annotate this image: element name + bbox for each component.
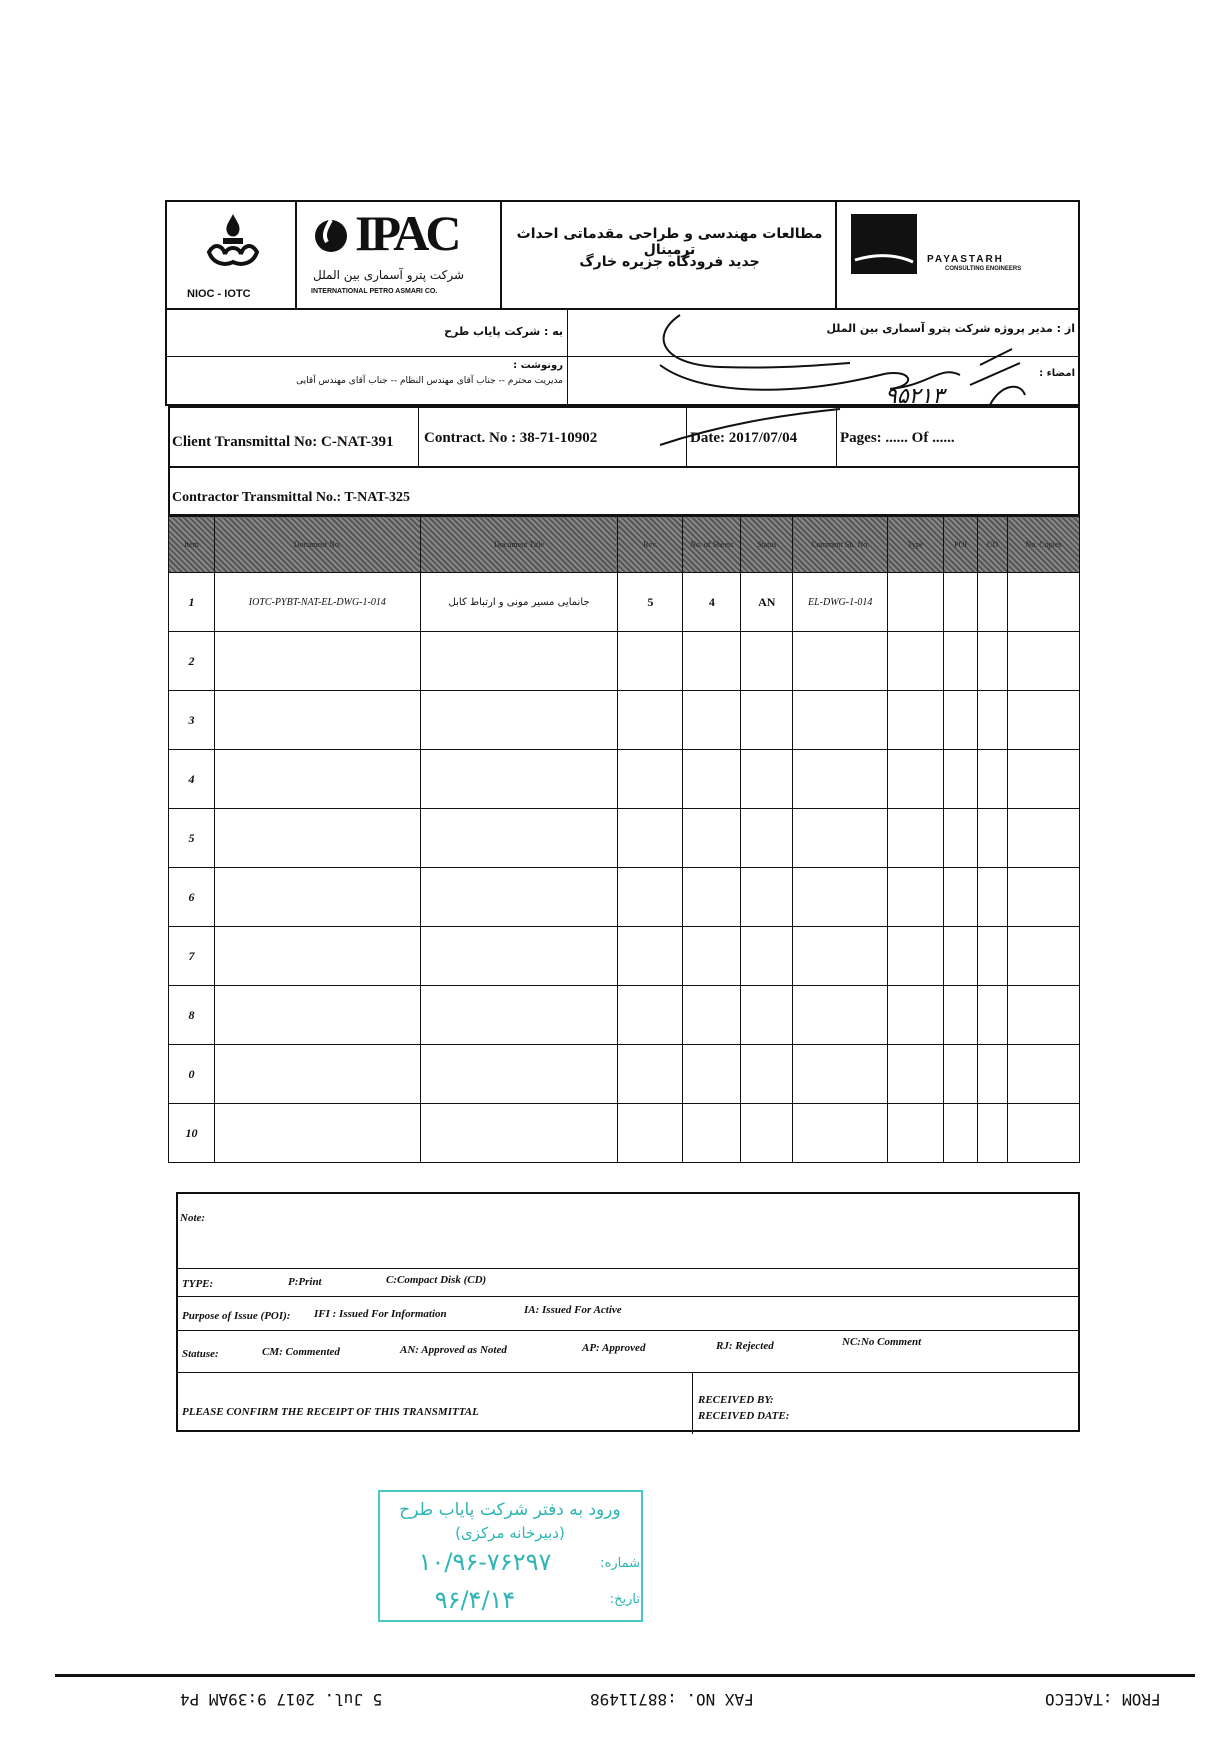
cell-cd <box>978 1045 1008 1104</box>
payastarh-sub: CONSULTING ENGINEERS <box>945 266 1022 272</box>
project-title-line2: جدید فرودگاه جزیره خارگ <box>579 254 760 270</box>
cell-sheets: 4 <box>683 573 741 632</box>
routing-divider-v <box>567 310 568 404</box>
pages-field: Pages: ...... Of ...... <box>840 430 955 446</box>
status-label: Statuse: <box>182 1348 219 1360</box>
cell-doc-no <box>214 632 420 691</box>
cell-sheets <box>683 1104 741 1163</box>
table-row <box>169 750 1080 809</box>
cell-rev <box>618 1045 683 1104</box>
cell-sheets <box>683 691 741 750</box>
cell-doc-no <box>214 927 420 986</box>
table-row <box>169 573 1080 632</box>
table-row <box>169 632 1080 691</box>
meta-divider-3 <box>836 408 837 466</box>
cell-cd <box>978 809 1008 868</box>
cell-status <box>741 927 793 986</box>
to-label: به : شرکت پایاب طرح <box>444 325 563 338</box>
footer-line-2 <box>178 1296 1078 1297</box>
cell-type <box>888 868 944 927</box>
cell-title: جانمایی مسیر مونی و ارتباط کابل <box>420 573 618 632</box>
cell-item: 4 <box>169 750 215 809</box>
cell-cd <box>978 691 1008 750</box>
meta-box <box>168 406 1080 468</box>
status-nc: NC:No Comment <box>842 1336 922 1348</box>
from-label: از : مدیر پروژه شرکت پترو آسماری بین الملل <box>826 322 1075 335</box>
contract-no: Contract. No : 38-71-10902 <box>424 430 598 446</box>
ipac-logo-text: IPAC <box>355 205 458 261</box>
cell-comment <box>793 868 888 927</box>
poi-ifi: IFI : Issued For Information <box>314 1308 447 1320</box>
cell-item: 5 <box>169 809 215 868</box>
status-ap: AP: Approved <box>582 1342 646 1354</box>
cell-copies <box>1008 927 1080 986</box>
cell-copies <box>1008 1045 1080 1104</box>
cell-poi <box>944 868 978 927</box>
cell-poi <box>944 573 978 632</box>
col-title-header: Document Title <box>420 517 618 573</box>
cell-rev: 5 <box>618 573 683 632</box>
cell-poi <box>944 1104 978 1163</box>
meta-divider-2 <box>686 408 687 466</box>
cell-sheets <box>683 632 741 691</box>
cell-item: 2 <box>169 632 215 691</box>
cell-status <box>741 809 793 868</box>
cell-type <box>888 573 944 632</box>
payastarh-logo-cell <box>837 202 1078 310</box>
payastarh-name: PAYASTARH <box>927 254 1004 265</box>
cell-comment <box>793 1104 888 1163</box>
cell-cd <box>978 1104 1008 1163</box>
table-row <box>169 986 1080 1045</box>
footer-line-1 <box>178 1268 1078 1269</box>
cell-status <box>741 632 793 691</box>
cell-comment <box>793 691 888 750</box>
cell-copies <box>1008 986 1080 1045</box>
table-row <box>169 691 1080 750</box>
cell-title <box>420 750 618 809</box>
cell-cd <box>978 868 1008 927</box>
fax-time: 5 Jul. 2017 9:39AM P4 <box>180 1690 383 1709</box>
cell-item: 8 <box>169 986 215 1045</box>
cell-title <box>420 691 618 750</box>
cell-rev <box>618 691 683 750</box>
header-box <box>165 200 1080 310</box>
table-row <box>169 1104 1080 1163</box>
cell-copies <box>1008 573 1080 632</box>
table-row <box>169 1045 1080 1104</box>
cell-item: 3 <box>169 691 215 750</box>
cell-doc-no <box>214 868 420 927</box>
type-label: TYPE: <box>182 1278 214 1290</box>
col-poi-header: POI <box>944 517 978 573</box>
cc-label: رونوشت : <box>513 360 563 371</box>
cell-sheets <box>683 927 741 986</box>
cell-poi <box>944 986 978 1045</box>
meta-divider-1 <box>418 408 419 466</box>
cell-doc-no <box>214 986 420 1045</box>
confirm-text: PLEASE CONFIRM THE RECEIPT OF THIS TRANSMITTAL <box>182 1406 479 1418</box>
cell-copies <box>1008 691 1080 750</box>
fax-number: FAX NO. :88711498 <box>590 1690 754 1709</box>
cell-item: 7 <box>169 927 215 986</box>
ipac-drop-icon <box>311 214 351 254</box>
project-title-cell <box>502 202 837 310</box>
cell-cd <box>978 986 1008 1045</box>
cell-poi <box>944 691 978 750</box>
cell-item: 1 <box>169 573 215 632</box>
cell-copies <box>1008 809 1080 868</box>
date-field: Date: 2017/07/04 <box>690 430 798 446</box>
cell-type <box>888 1045 944 1104</box>
footer-divider-v <box>692 1372 693 1434</box>
received-by: RECEIVED BY: <box>698 1394 774 1406</box>
cell-sheets <box>683 868 741 927</box>
poi-label: Purpose of Issue (POI): <box>182 1310 291 1322</box>
status-rj: RJ: Rejected <box>716 1340 774 1352</box>
cell-status <box>741 691 793 750</box>
cell-status <box>741 1104 793 1163</box>
cell-item: 0 <box>169 1045 215 1104</box>
note-label: Note: <box>180 1212 206 1224</box>
cell-comment <box>793 632 888 691</box>
stamp-number-label: شماره: <box>600 1556 640 1571</box>
cell-type <box>888 927 944 986</box>
cell-poi <box>944 632 978 691</box>
cell-item: 10 <box>169 1104 215 1163</box>
footer-line-3 <box>178 1330 1078 1331</box>
cell-rev <box>618 986 683 1045</box>
col-comment-header: Comment Sh. No. <box>793 517 888 573</box>
cell-status <box>741 868 793 927</box>
received-date: RECEIVED DATE: <box>698 1410 790 1422</box>
cell-title <box>420 632 618 691</box>
project-title-line1: مطالعات مهندسی و طراحی مقدماتی احداث ترمینال <box>516 226 823 258</box>
cell-doc-no <box>214 809 420 868</box>
fax-rule <box>55 1674 1195 1677</box>
nioc-caption: NIOC - IOTC <box>187 288 251 300</box>
type-print: P:Print <box>288 1276 322 1288</box>
cell-sheets <box>683 1045 741 1104</box>
cell-doc-no <box>214 750 420 809</box>
stamp-line2: (دبیرخانه مرکزی) <box>455 1524 565 1542</box>
cell-rev <box>618 632 683 691</box>
cell-type <box>888 809 944 868</box>
cell-comment <box>793 809 888 868</box>
cell-doc-no <box>214 1104 420 1163</box>
cell-doc-no <box>214 691 420 750</box>
stamp-date-value: ۹۶/۴/۱۴ <box>434 1586 516 1614</box>
cell-poi <box>944 750 978 809</box>
cell-title <box>420 809 618 868</box>
table-row <box>169 809 1080 868</box>
cell-title <box>420 868 618 927</box>
cell-cd <box>978 927 1008 986</box>
signature-label: امضاء : <box>1039 368 1075 379</box>
cell-comment <box>793 750 888 809</box>
cell-rev <box>618 927 683 986</box>
cell-type <box>888 1104 944 1163</box>
col-copies-header: No. Copies <box>1008 517 1080 573</box>
cell-rev <box>618 809 683 868</box>
cell-cd <box>978 750 1008 809</box>
cell-title <box>420 1045 618 1104</box>
cell-comment <box>793 1045 888 1104</box>
cell-cd <box>978 573 1008 632</box>
col-doc-no-header: Document No. <box>214 517 420 573</box>
cell-status <box>741 1045 793 1104</box>
cell-poi <box>944 927 978 986</box>
cell-comment <box>793 986 888 1045</box>
contractor-transmittal: Contractor Transmittal No.: T-NAT-325 <box>172 490 410 505</box>
cell-type <box>888 986 944 1045</box>
cell-poi <box>944 809 978 868</box>
cell-copies <box>1008 1104 1080 1163</box>
cell-comment: EL-DWG-1-014 <box>793 573 888 632</box>
ipac-persian-name: شرکت پترو آسماری بین الملل <box>313 268 465 282</box>
cell-doc-no <box>214 1045 420 1104</box>
col-item-header: Item <box>169 517 215 573</box>
col-type-header: Type <box>888 517 944 573</box>
cell-copies <box>1008 750 1080 809</box>
stamp-number-value: ۱۰/۹۶-۷۶۲۹۷ <box>418 1548 552 1576</box>
client-transmittal: Client Transmittal No: C-NAT-391 <box>172 434 394 450</box>
cell-cd <box>978 632 1008 691</box>
nioc-emblem-icon <box>205 212 261 274</box>
nioc-logo-cell <box>167 202 297 310</box>
cell-type <box>888 632 944 691</box>
status-cm: CM: Commented <box>262 1346 340 1358</box>
cell-title <box>420 927 618 986</box>
handwritten-number: ۹۵۲۱۳ <box>885 384 945 409</box>
type-cd: C:Compact Disk (CD) <box>386 1274 487 1286</box>
contractor-box <box>168 466 1080 516</box>
status-an: AN: Approved as Noted <box>400 1344 507 1356</box>
table-header-row <box>169 517 1080 573</box>
cell-comment <box>793 927 888 986</box>
ipac-logo-cell <box>297 202 502 310</box>
cell-rev <box>618 750 683 809</box>
table-row <box>169 927 1080 986</box>
cell-poi <box>944 1045 978 1104</box>
cell-rev <box>618 868 683 927</box>
cell-copies <box>1008 632 1080 691</box>
cell-sheets <box>683 750 741 809</box>
col-rev-header: Rev. <box>618 517 683 573</box>
cell-title <box>420 986 618 1045</box>
payastarh-mark-icon <box>851 214 917 274</box>
footer-line-4 <box>178 1372 1078 1373</box>
cell-type <box>888 750 944 809</box>
cc-value: مدیریت محترم -- جناب آقای مهندس النظام -- جناب آقای مهندس آقایی <box>296 376 563 386</box>
cell-status <box>741 986 793 1045</box>
cell-title <box>420 1104 618 1163</box>
stamp-date-label: تاریخ: <box>609 1592 640 1607</box>
cell-item: 6 <box>169 868 215 927</box>
cell-type <box>888 691 944 750</box>
fax-from: FROM :TACECO <box>1045 1690 1161 1709</box>
table-row <box>169 868 1080 927</box>
receipt-stamp <box>378 1490 643 1622</box>
cell-status <box>741 750 793 809</box>
footer-box <box>176 1192 1080 1432</box>
poi-ia: IA: Issued For Active <box>524 1304 622 1316</box>
col-cd-header: CD <box>978 517 1008 573</box>
col-sheets-header: No. of Sheets <box>683 517 741 573</box>
stamp-line1: ورود به دفتر شرکت پایاب طرح <box>399 1500 621 1520</box>
ipac-english-name: INTERNATIONAL PETRO ASMARI CO. <box>311 288 438 295</box>
cell-sheets <box>683 809 741 868</box>
cell-sheets <box>683 986 741 1045</box>
col-status-header: Status <box>741 517 793 573</box>
cell-copies <box>1008 868 1080 927</box>
document-table <box>168 516 1080 1163</box>
cell-status: AN <box>741 573 793 632</box>
cell-rev <box>618 1104 683 1163</box>
cell-doc-no: IOTC-PYBT-NAT-EL-DWG-1-014 <box>214 573 420 632</box>
